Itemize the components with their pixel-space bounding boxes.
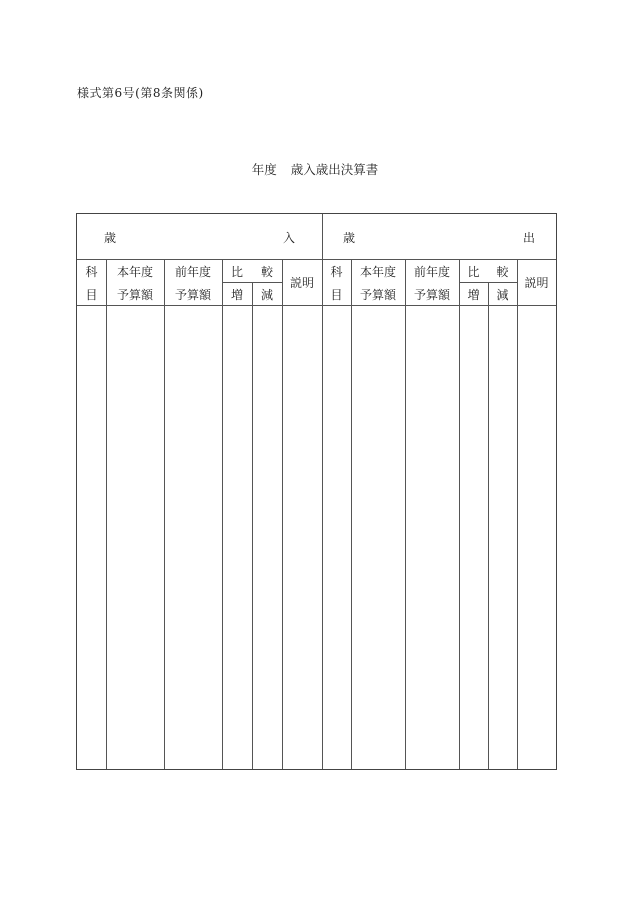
expenditure-increase-header: 増: [467, 288, 480, 302]
revenue-comparison-header-right: 較: [260, 265, 273, 279]
expenditure-previous-budget-header-top: 前年度: [413, 265, 450, 279]
settlement-table: [76, 213, 557, 770]
revenue-section-label-right: 入: [283, 231, 296, 245]
revenue-previous-budget-header-top: 前年度: [174, 265, 211, 279]
expenditure-previous-budget-header-bottom: 予算額: [413, 288, 450, 302]
revenue-explanation-header: 説明: [289, 276, 314, 290]
revenue-comparison-header-left: 比: [230, 265, 243, 279]
expenditure-item-header-bottom: 目: [330, 288, 343, 302]
form-number: 様式第6号(第8条関係): [77, 86, 204, 100]
revenue-item-header-top: 科: [85, 265, 98, 279]
expenditure-comparison-header-right: 較: [496, 265, 509, 279]
revenue-previous-budget-header-bottom: 予算額: [174, 288, 211, 302]
revenue-section-label-left: 歳: [104, 231, 117, 245]
year-label: 年度: [251, 162, 277, 177]
expenditure-entry-area: [323, 306, 556, 769]
expenditure-current-budget-header-bottom: 予算額: [359, 288, 396, 302]
revenue-increase-header: 増: [230, 288, 243, 302]
expenditure-section-label-right: 出: [523, 231, 536, 245]
expenditure-item-header-top: 科: [330, 265, 343, 279]
title-text: 歳入歳出決算書: [290, 162, 379, 177]
expenditure-current-budget-header-top: 本年度: [359, 265, 396, 279]
expenditure-explanation-header: 説明: [524, 276, 549, 290]
expenditure-section-label-left: 歳: [343, 231, 356, 245]
revenue-entry-area: [77, 306, 322, 769]
section-header-rule: [77, 259, 556, 260]
revenue-current-budget-header-bottom: 予算額: [116, 288, 153, 302]
document-title: [0, 160, 630, 178]
revenue-item-header-bottom: 目: [85, 288, 98, 302]
revenue-decrease-header: 減: [260, 288, 273, 302]
revenue-current-budget-header-top: 本年度: [116, 265, 153, 279]
expenditure-comparison-header-left: 比: [467, 265, 480, 279]
expenditure-decrease-header: 減: [496, 288, 509, 302]
